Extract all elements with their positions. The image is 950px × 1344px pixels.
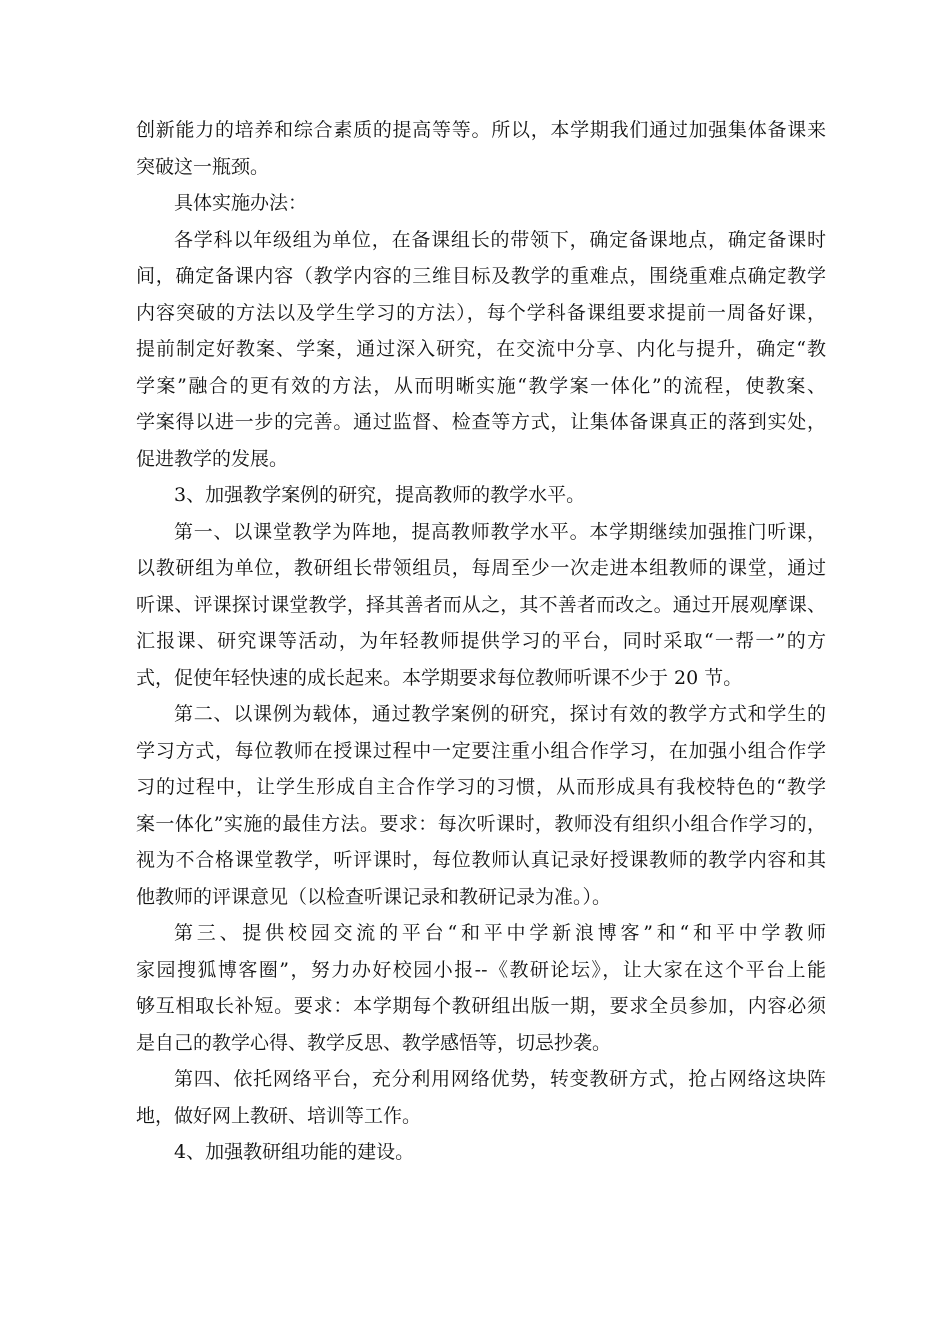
paragraph: [136, 1134, 826, 1171]
text-line: 式，促使年轻快速的成长起来。本学期要求每位教师听课不少于 20 节。: [136, 666, 743, 689]
text-line: 间，确定备课内容（教学内容的三维目标及教学的重难点，围绕重难点确定教学: [136, 265, 826, 287]
text-line: 提前制定好教案、学案，通过深入研究，在交流中分享、内化与提升，确定“教: [136, 338, 826, 360]
text-line: 家园搜狐博客圈”，努力办好校园小报--《教研论坛》，让大家在这个平台上能: [136, 958, 826, 981]
text-line: 案一体化”实施的最佳方法。要求：每次听课时，教师没有组织小组合作学习的，: [136, 812, 826, 835]
text-line: 学案得以进一步的完善。通过监督、检查等方式，让集体备课真正的落到实处，: [136, 411, 826, 433]
paragraph: [136, 696, 826, 915]
paragraph: [136, 185, 826, 222]
paragraph: [136, 477, 826, 514]
paragraph: [136, 222, 826, 478]
text-line: 各学科以年级组为单位，在备课组长的带领下，确定备课地点，确定备课时: [174, 228, 826, 251]
text-line: 汇报课、研究课等活动，为年轻教师提供学习的平台，同时采取“一帮一”的方: [136, 630, 826, 652]
text-line: 具体实施办法：: [174, 192, 308, 214]
text-line: 学案”融合的更有效的方法，从而明晰实施“教学案一体化”的流程，使教案、: [136, 374, 826, 397]
text-line: 学习方式，每位教师在授课过程中一定要注重小组合作学习，在加强小组合作学: [136, 739, 826, 762]
text-line: 3、加强教学案例的研究，提高教师的教学水平。: [174, 484, 586, 506]
text-line: 第二、以课例为载体，通过教学案例的研究，探讨有效的教学方式和学生的: [174, 703, 826, 725]
text-line: 突破这一瓶颈。: [136, 155, 270, 178]
document-body: [136, 112, 826, 1171]
text-line: 视为不合格课堂教学，听评课时，每位教师认真记录好授课教师的教学内容和其: [136, 849, 826, 871]
text-line: 是自己的教学心得、教学反思、教学感悟等，切忌抄袭。: [136, 1031, 612, 1054]
text-line: 第三、提供校园交流的平台“和平中学新浪博客”和“和平中学教师: [174, 922, 826, 944]
text-line: 内容突破的方法以及学生学习的方法），每个学科备课组要求提前一周备好课，: [136, 301, 826, 324]
paragraph: [136, 1061, 826, 1134]
text-line: 第一、以课堂教学为阵地，提高教师教学水平。本学期继续加强推门听课，: [174, 520, 826, 543]
text-line: 以教研组为单位，教研组长带领组员，每周至少一次走进本组教师的课堂，通过: [136, 557, 826, 579]
paragraph: [136, 112, 826, 185]
text-line: 促进教学的发展。: [136, 447, 289, 470]
text-line: 第四、依托网络平台，充分利用网络优势，转变教研方式，抢占网络这块阵: [174, 1068, 826, 1090]
text-line: 够互相取长补短。要求：本学期每个教研组出版一期，要求全员参加，内容必须: [136, 995, 826, 1017]
text-line: 4、加强教研组功能的建设。: [174, 1141, 415, 1163]
paragraph: [136, 915, 826, 1061]
text-line: 听课、评课探讨课堂教学，择其善者而从之，其不善者而改之。通过开展观摩课、: [136, 593, 826, 616]
text-line: 地，做好网上教研、培训等工作。: [136, 1104, 422, 1127]
text-line: 习的过程中，让学生形成自主合作学习的习惯，从而形成具有我校特色的“教学: [136, 776, 826, 798]
text-line: 他教师的评课意见（以检查听课记录和教研记录为准。）。: [136, 885, 612, 908]
paragraph: [136, 514, 826, 697]
text-line: 创新能力的培养和综合素质的提高等等。所以，本学期我们通过加强集体备课来: [136, 119, 826, 141]
